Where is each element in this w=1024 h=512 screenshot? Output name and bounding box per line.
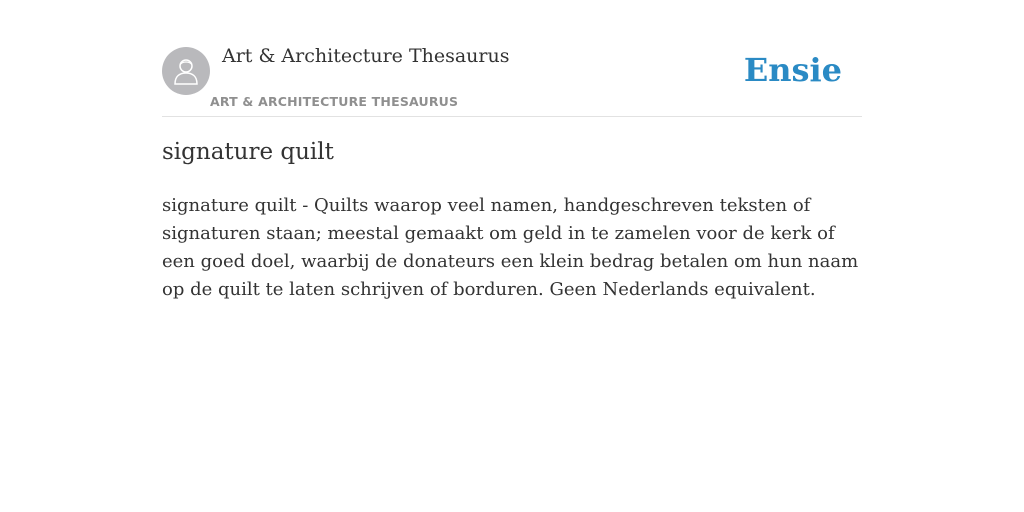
entry-header	[162, 0, 862, 117]
page-container	[162, 0, 862, 300]
entry-term-title: signature quilt	[162, 139, 334, 165]
author-name[interactable]: Art & Architecture Thesaurus	[222, 45, 510, 67]
brand-logo-link[interactable]: Ensie	[743, 51, 842, 89]
avatar[interactable]	[162, 47, 210, 95]
entry-definition: signature quilt - Quilts waarop veel namen, handgeschreven teksten of signaturen staan; meestal gemaakt om geld in te zamelen voor de kerk of een goed doel, waarbij de donateurs een klein bedrag betalen om hun naam op de quilt te laten schrijven of borduren. Geen Nederlands equivalent.	[162, 195, 859, 300]
user-silhouette-icon	[172, 56, 200, 86]
source-label[interactable]: ART & ARCHITECTURE THESAURUS	[210, 94, 459, 109]
